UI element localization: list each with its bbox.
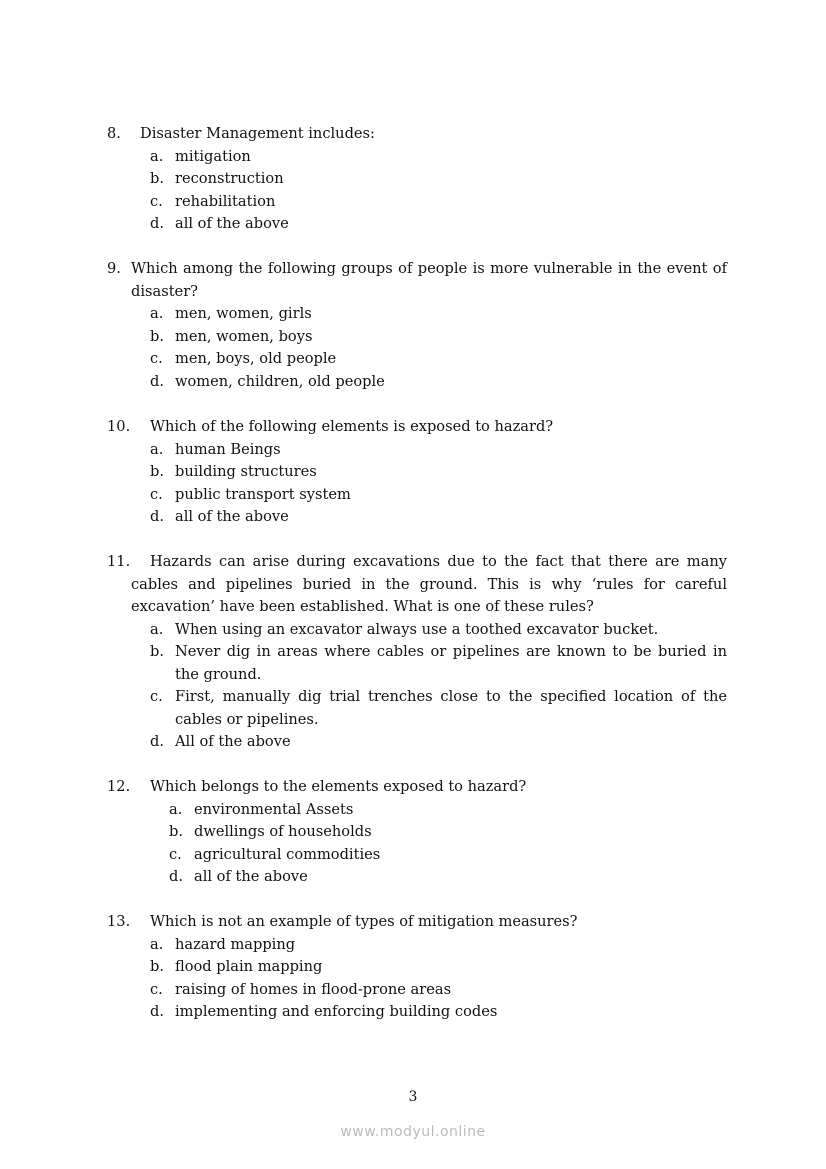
- option-text: hazard mapping: [175, 935, 296, 953]
- option-text: rehabilitation: [175, 192, 276, 210]
- option-item: [131, 191, 727, 214]
- option-text: All of the above: [175, 733, 291, 750]
- option-letter: a.: [150, 440, 164, 458]
- question-12: [107, 776, 727, 889]
- option-text: men, women, girls: [175, 305, 312, 322]
- option-letter: a.: [150, 305, 164, 322]
- options-list: [131, 303, 727, 393]
- option-text: building structures: [175, 463, 317, 480]
- option-item: [131, 821, 727, 844]
- question-number: 11.: [107, 553, 131, 570]
- option-letter: d.: [150, 1003, 164, 1020]
- option-text: flood plain mapping: [175, 958, 323, 975]
- question-number: 9.: [107, 260, 121, 277]
- page-number: 3: [408, 1089, 418, 1105]
- option-text: First, manually dig trial trenches close to the specified location of the cables or pipelines.: [175, 688, 727, 728]
- option-text: public transport system: [175, 485, 351, 503]
- option-text: all of the above: [194, 868, 308, 885]
- option-item: [131, 934, 727, 957]
- option-item: [131, 641, 727, 686]
- option-letter: b.: [150, 170, 164, 187]
- question-text: Which of the following elements is exposed to hazard?: [150, 418, 554, 435]
- question-number: 12.: [107, 778, 131, 795]
- option-letter: c.: [150, 980, 163, 998]
- option-item: [131, 619, 727, 642]
- option-item: [131, 686, 727, 731]
- option-letter: c.: [150, 350, 163, 367]
- option-text: dwellings of households: [194, 823, 372, 840]
- option-item: [131, 213, 727, 236]
- option-letter: c.: [169, 845, 182, 863]
- question-11: [107, 551, 727, 754]
- option-text: all of the above: [175, 508, 289, 525]
- option-letter: b.: [150, 463, 164, 480]
- option-letter: a.: [150, 147, 164, 165]
- question-9: [107, 258, 727, 393]
- option-item: [131, 326, 727, 349]
- option-item: [131, 371, 727, 394]
- option-text: agricultural commodities: [194, 845, 381, 863]
- option-letter: b.: [150, 643, 164, 660]
- options-list: [131, 934, 727, 1024]
- option-item: [131, 799, 727, 822]
- options-list: [131, 799, 727, 889]
- question-text: Which belongs to the elements exposed to hazard?: [150, 778, 527, 795]
- option-item: [131, 484, 727, 507]
- option-item: [131, 303, 727, 326]
- option-text: reconstruction: [175, 170, 284, 187]
- question-8: [107, 123, 727, 236]
- option-letter: c.: [150, 192, 163, 210]
- option-item: [131, 146, 727, 169]
- option-letter: d.: [169, 868, 183, 885]
- option-letter: b.: [169, 823, 183, 840]
- options-list: [131, 146, 727, 236]
- question-text: Disaster Management includes:: [140, 125, 375, 142]
- options-list: [131, 439, 727, 529]
- option-item: [131, 461, 727, 484]
- option-letter: c.: [150, 688, 163, 705]
- option-text: Never dig in areas where cables or pipelines are known to be buried in the ground.: [175, 643, 727, 683]
- question-13: [107, 911, 727, 1024]
- option-item: [131, 979, 727, 1002]
- option-text: all of the above: [175, 215, 289, 232]
- option-item: [131, 731, 727, 754]
- option-text: environmental Assets: [194, 800, 354, 818]
- option-item: [131, 439, 727, 462]
- question-text: Hazards can arise during excavations due to the fact that there are many cables and pipelines buried in the ground. This is why ‘rules for careful excavation’ have been established. What is one of these rules?: [131, 553, 727, 615]
- question-text: Which is not an example of types of mitigation measures?: [150, 913, 578, 930]
- question-text: Which among the following groups of people is more vulnerable in the event of disaster?: [131, 260, 727, 300]
- option-letter: d.: [150, 733, 164, 750]
- question-10: [107, 416, 727, 529]
- option-text: women, children, old people: [175, 372, 385, 390]
- option-text: men, boys, old people: [175, 350, 337, 367]
- option-letter: d.: [150, 372, 164, 390]
- option-letter: a.: [150, 935, 164, 953]
- option-letter: d.: [150, 508, 164, 525]
- option-letter: a.: [150, 620, 164, 638]
- option-text: mitigation: [175, 147, 251, 165]
- option-letter: d.: [150, 215, 164, 232]
- option-item: [131, 866, 727, 889]
- option-item: [131, 506, 727, 529]
- option-item: [131, 348, 727, 371]
- option-letter: c.: [150, 485, 163, 503]
- question-number: 10.: [107, 418, 131, 435]
- option-letter: b.: [150, 958, 164, 975]
- option-text: When using an excavator always use a toothed excavator bucket.: [175, 620, 659, 638]
- option-item: [131, 844, 727, 867]
- options-list: [131, 619, 727, 754]
- watermark: www.modyul.online: [340, 1124, 486, 1140]
- option-text: implementing and enforcing building codes: [175, 1003, 498, 1020]
- option-item: [131, 956, 727, 979]
- question-number: 13.: [107, 913, 131, 930]
- option-text: raising of homes in flood-prone areas: [175, 980, 452, 998]
- option-item: [131, 168, 727, 191]
- question-number: 8.: [107, 125, 121, 142]
- option-item: [131, 1001, 727, 1024]
- option-letter: b.: [150, 327, 164, 345]
- option-text: men, women, boys: [175, 327, 313, 345]
- option-letter: a.: [169, 800, 183, 818]
- option-text: human Beings: [175, 440, 281, 458]
